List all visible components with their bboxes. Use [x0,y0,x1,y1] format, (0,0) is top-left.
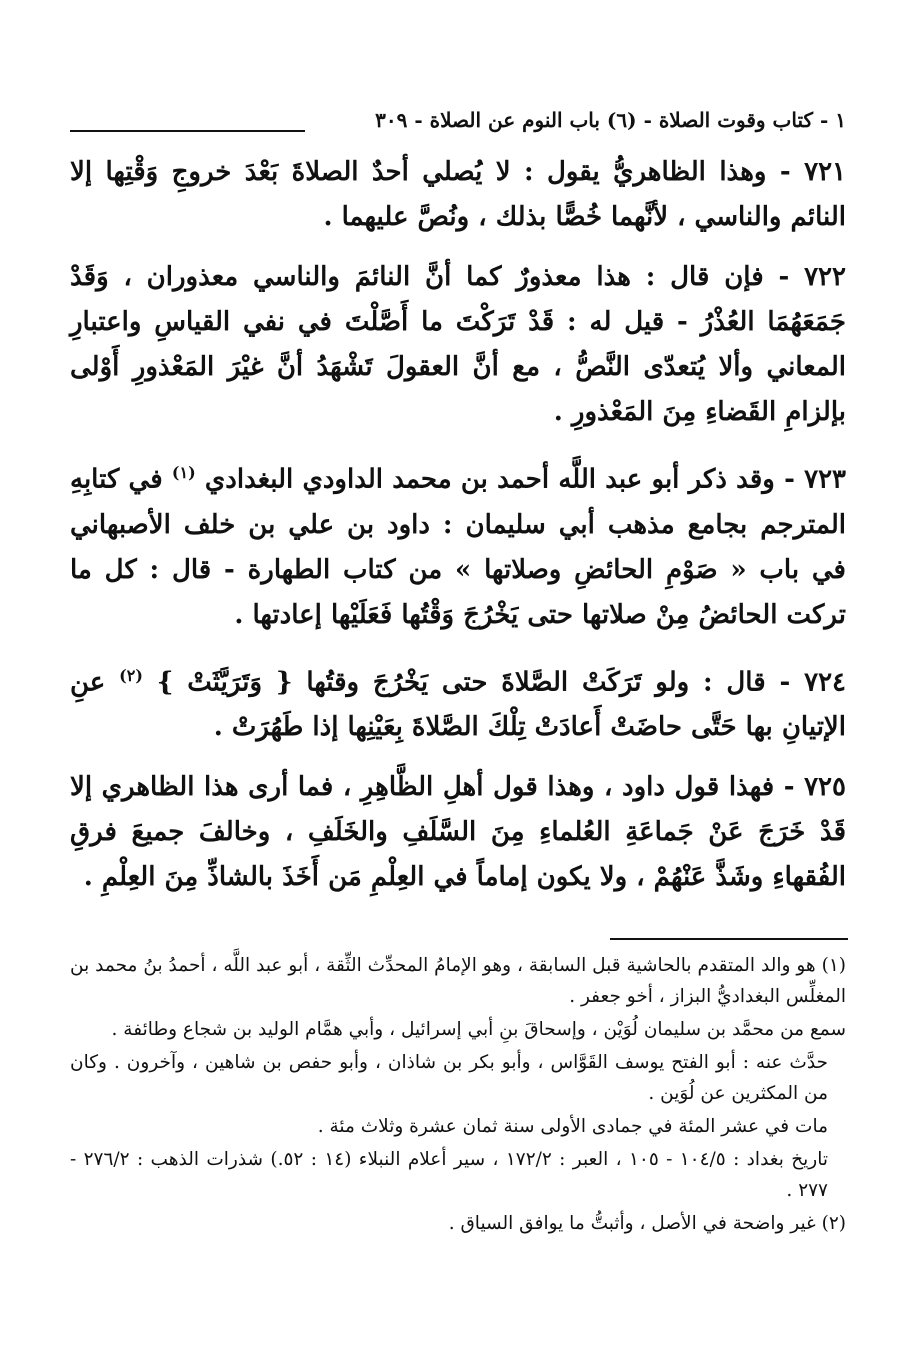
footnote-1-teachers: سمع من محمَّد بن سليمان لُوَيْن ، وإسحاقَ بنِ أبي إسرائيل ، وأبي همَّام الوليد بن شجاع وطائفة . [111,1019,846,1040]
paragraph-text: فإن قال : هذا معذورٌ كما أنَّ النائمَ والناسي معذوران ، وَقَدْ جَمَعَهُمَا العُذْرُ - قيل له : قَدْ تَرَكْتَ ما أَصَّلْتَ في نفي القياسِ واعتبارِ المعاني وألا يُتعدّى النَّصُّ ، مع أنَّ العقولَ تَشْهَدُ أنَّ غيْرَ المَعْذورِ أَوْلى بإلزامِ القَضاءِ مِنَ المَعْذورِ . [70,262,846,427]
running-header [70,108,846,140]
paragraph-number: ٧٢٢ [804,262,846,292]
footnote-1-death: مات في عشر المئة في جمادى الأولى سنة ثمان عشرة وثلاث مئة . [317,1116,828,1137]
footnote-ref: (١) [171,463,196,482]
paragraph-number: ٧٢٤ [804,667,847,698]
paragraph-text: قال : ولو تَرَكَتْ الصَّلاةَ حتى يَخْرُجَ وقتُها { وَتَرَيَّثَتْ } [156,667,766,698]
running-title: ١ - كتاب وقوت الصلاة - (٦) باب النوم عن الصلاة - ٣٠٩ [375,108,846,132]
footnote-1-students: حدَّث عنه : أبو الفتح يوسف القَوَّاس ، وأبو بكر بن شاذان ، وأبو حفص بن شاهين ، وآخرون . وكان من المكثرين عن لُوَين . [70,1052,828,1104]
main-text [70,150,846,915]
footnote-1: (١) هو والد المتقدم بالحاشية قبل السابقة ، وهو الإمامُ المحدِّث الثِّقة ، أبو عبد اللَّه ، أحمدُ بنُ محمد بن المغلِّس البغداديُّ البزاز ، أخو جعفر . [70,955,846,1007]
footnotes [70,950,846,1241]
paragraph-text-cont: في كتابِهِ المترجم بجامع مذهب أبي سليمان : داود بن علي بن خلف الأصبهاني في باب « صَوْمِ الحائضِ وصلاتها » من كتاب الطهارة - قال : كل ما تركت الحائضُ مِنْ صلاتها حتى يَخْرُجَ وَقْتُها فَعَلَيْها إعادتها . [70,464,846,630]
paragraph-723: ٧٢٣ - وقد ذكر أبو عبد اللَّه أحمد بن محمد الداودي البغدادي $^{(١)}$ في كتابِهِ المترجم بجامع مذهب أبي سليمان : داود بن علي بن خلف الأصبهاني في باب « صَوْمِ الحائضِ وصلاتها » من كتاب الطهارة - قال : كل ما تركت الحائضُ مِنْ صلاتها حتى يَخْرُجَ وَقْتُها فَعَلَيْها إعادتها . [70,463,847,630]
paragraph-number: ٧٢١ [804,157,847,187]
paragraph-text: وقد ذكر أبو عبد اللَّه أحمد بن محمد الداودي البغدادي [204,464,775,495]
paragraph-number: ٧٢٥ [804,772,846,803]
footnote-rule [610,938,848,940]
paragraph-text: فهذا قول داود ، وهذا قول أهلِ الظَّاهِرِ ، فما أرى هذا الظاهري إلا قَدْ خَرَجَ عَنْ جَماعَةِ العُلماءِ مِنَ السَّلَفِ والخَلَفِ ، وخالفَ جميعَ فرقِ الفُقهاءِ وشَذَّ عَنْهُمْ ، ولا يكون إماماً في العِلْمِ مَن أَخَذَ بالشاذِّ مِنَ العِلْمِ . [70,772,846,893]
paragraph-725: ٧٢٥ - فهذا قول داود ، وهذا قول أهلِ الظَّاهِرِ ، فما أرى هذا الظاهري إلا قَدْ خَرَجَ عَنْ جَماعَةِ العُلماءِ مِنَ السَّلَفِ والخَلَفِ ، وخالفَ جميعَ فرقِ الفُقهاءِ وشَذَّ عَنْهُمْ ، ولا يكون إماماً في العِلْمِ مَن أَخَذَ بالشاذِّ مِنَ العِلْمِ . [70,772,846,893]
paragraph-724: ٧٢٤ - قال : ولو تَرَكَتْ الصَّلاةَ حتى يَخْرُجَ وقتُها { وَتَرَيَّثَتْ } $^{(٢)}$ عنِ الإتيانِ بها حَتَّى حاضَتْ أَعادَتْ تِلْكَ الصَّلاةَ بِعَيْنِها إذا طَهُرَتْ . [70,665,847,743]
footnote-2: (٢) غير واضحة في الأصل ، وأثبتُّ ما يوافق السياق . [448,1213,846,1234]
paragraph-text-cont: عنِ الإتيانِ بها حَتَّى حاضَتْ أَعادَتْ تِلْكَ الصَّلاةَ بِعَيْنِها إذا طَهُرَتْ . [70,667,846,743]
header-rule [70,130,305,132]
footnote-ref: (٢) [119,665,143,685]
footnote-1-sources: تاريخ بغداد : ١٠٤/٥ - ١٠٥ ، العبر : ١٧٢/٢ ، سير أعلام النبلاء (١٤ : ٥٢.) شذرات الذهب : ٢٧٦/٢ - ٢٧٧ . [70,1149,829,1201]
paragraph-721: ٧٢١ - وهذا الظاهريُّ يقول : لا يُصلي أحدٌ الصلاةَ بَعْدَ خروجِ وَقْتِها إلا النائم والناسي ، لأنَّهما خُصًّا بذلك ، ونُصَّ عليهما . [70,157,847,232]
paragraph-text: وهذا الظاهريُّ يقول : لا يُصلي أحدٌ الصلاةَ بَعْدَ خروجِ وَقْتِها إلا النائم والناسي ، لأنَّهما خُصًّا بذلك ، ونُصَّ عليهما . [70,157,846,232]
paragraph-722: ٧٢٢ - فإن قال : هذا معذورٌ كما أنَّ النائمَ والناسي معذوران ، وَقَدْ جَمَعَهُمَا العُذْرُ - قيل له : قَدْ تَرَكْتَ ما أَصَّلْتَ في نفي القياسِ واعتبارِ المعاني وألا يُتعدّى النَّصُّ ، مع أنَّ العقولَ تَشْهَدُ أنَّ غيْرَ المَعْذورِ أَوْلى بإلزامِ القَضاءِ مِنَ المَعْذورِ . [70,262,846,427]
paragraph-number: ٧٢٣ [804,464,847,495]
